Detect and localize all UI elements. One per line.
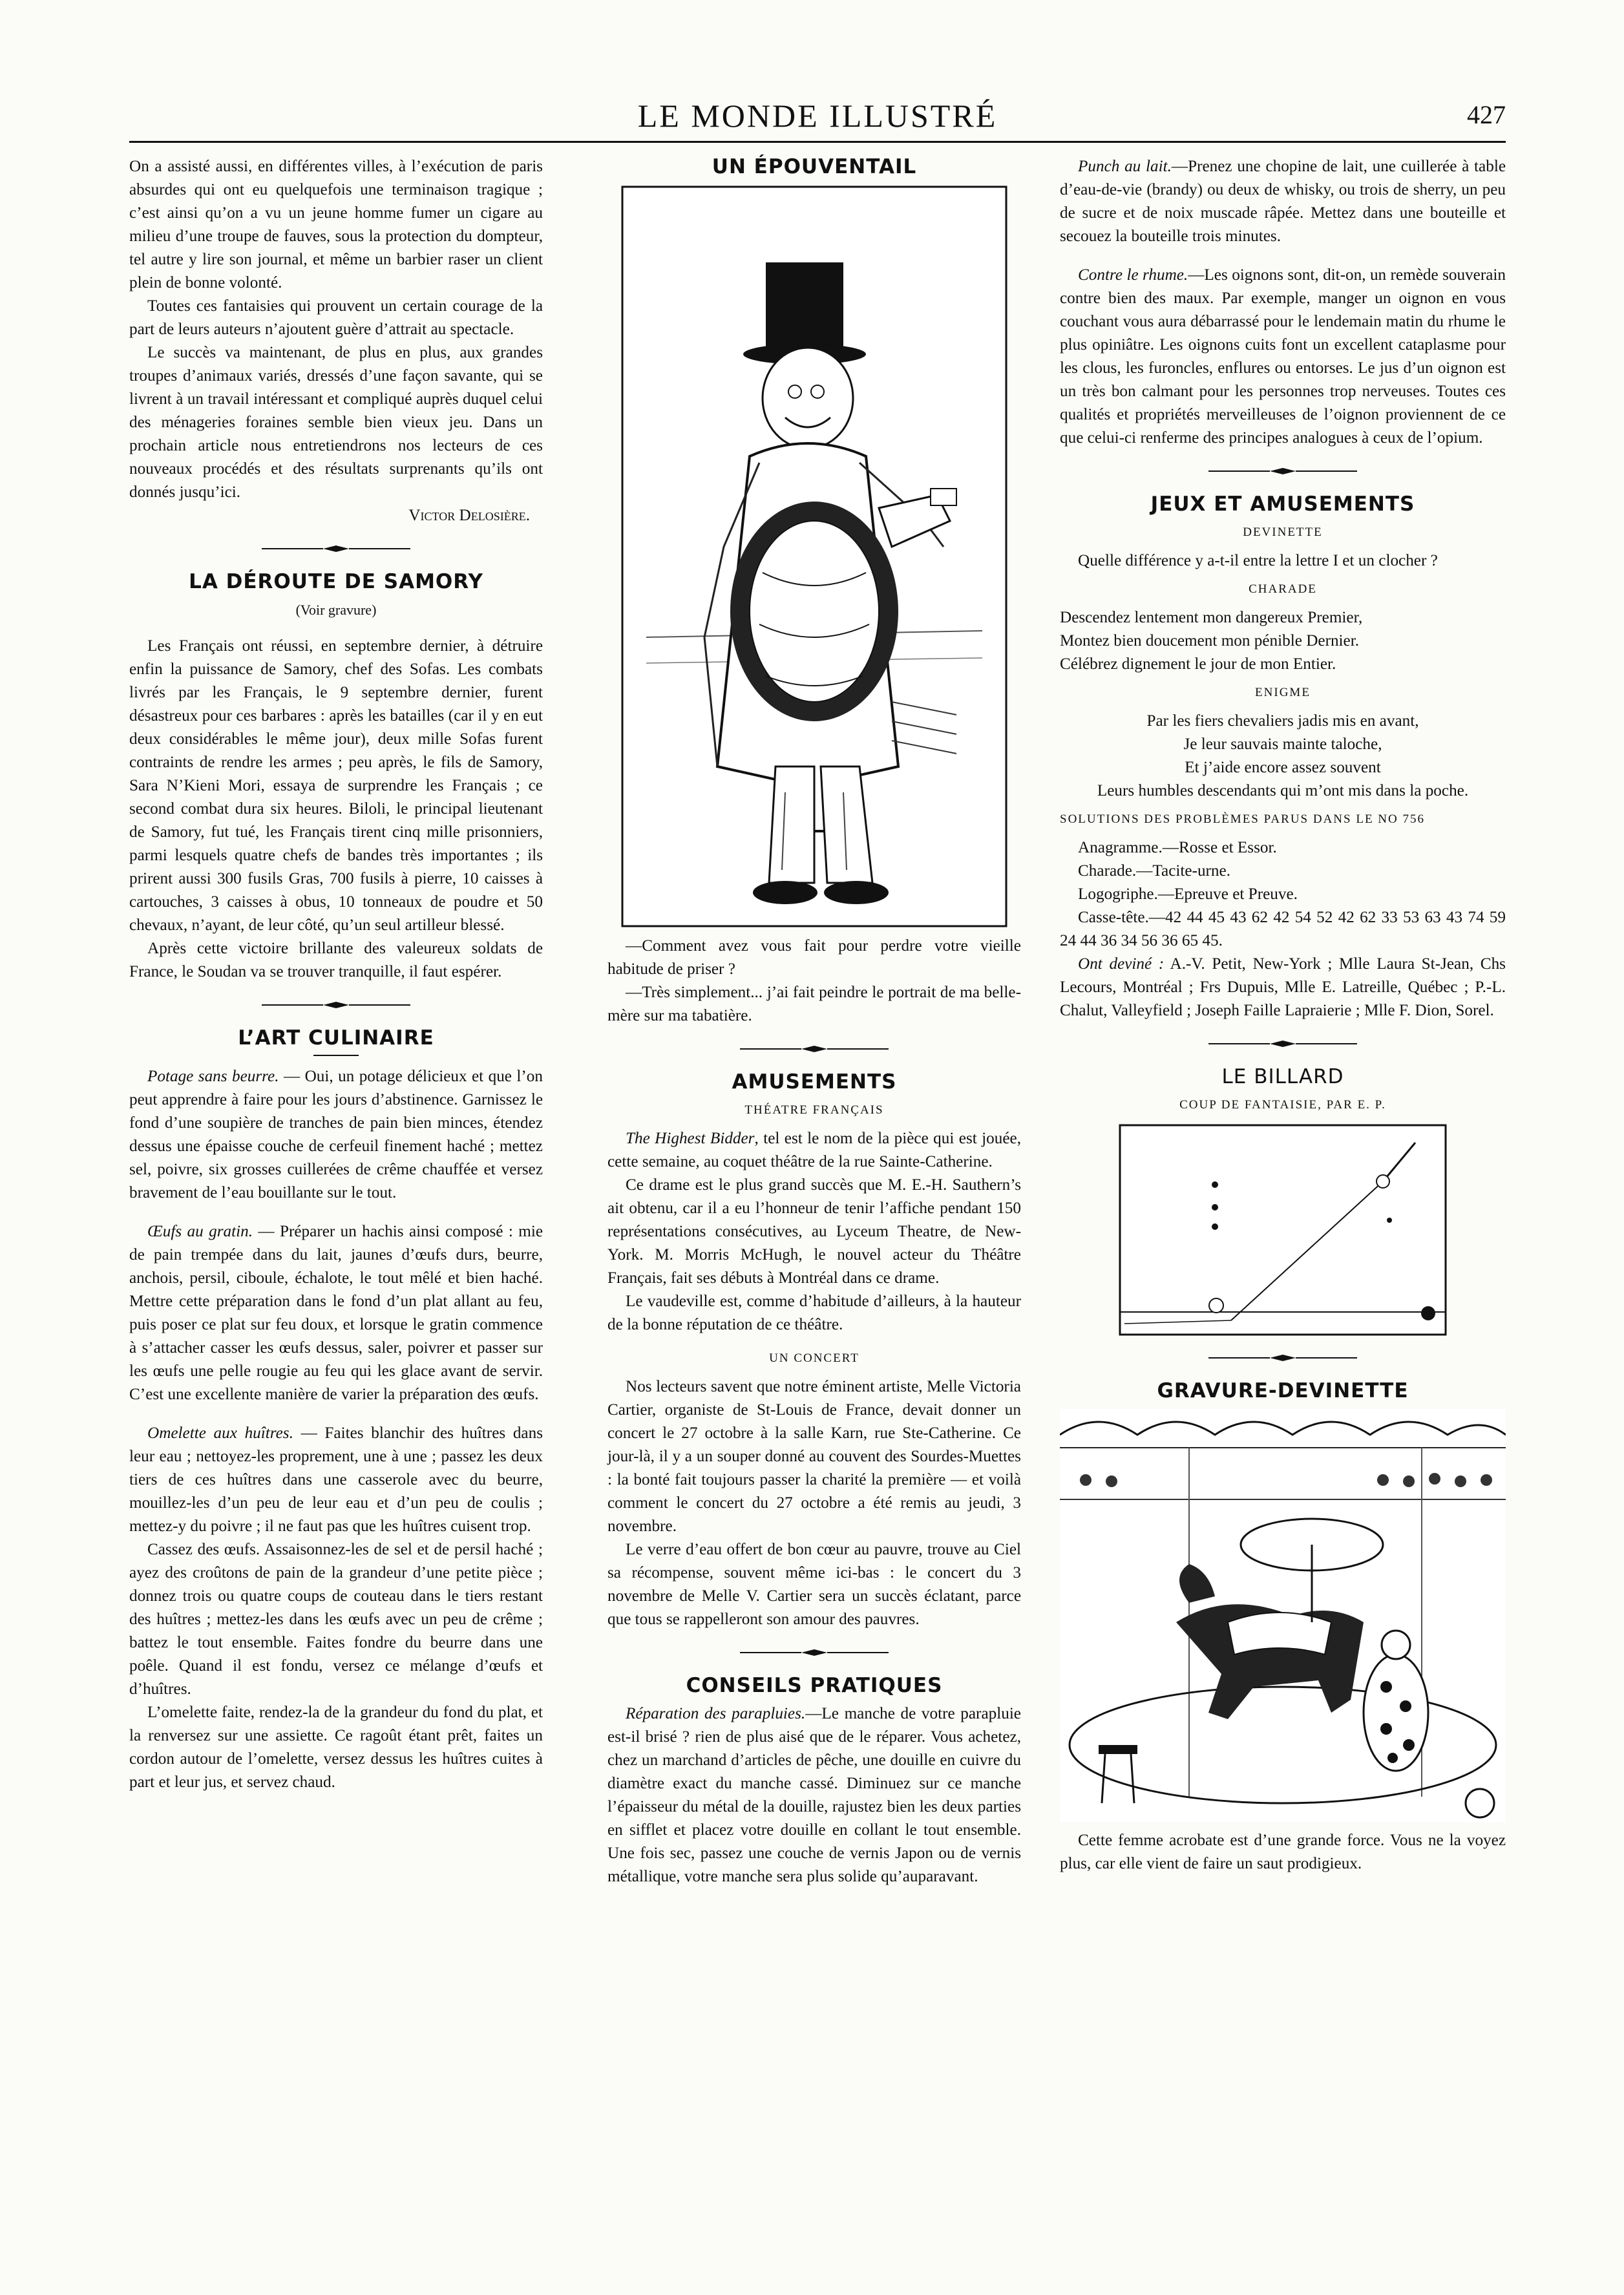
gravure-heading: GRAVURE-DEVINETTE [1157, 1379, 1409, 1402]
conseils-lead: Réparation des parapluies. [626, 1705, 806, 1722]
menagerie-paragraph-1: On a assisté aussi, en différentes villes, à l’exécution de paris absurdes qui ont eu quelquefois une terminaison tragique ; c’est ainsi qu’on a vu un jeune homme fumer un cigare au milieu d’une troupe de fauves, sous la protection du dompteur, tel autre y lire son journal, et même un barbier raser un client plein de bonne volonté. [129, 158, 543, 291]
omelette-lead: Omelette aux huîtres. [147, 1424, 293, 1442]
omelette-paragraph-2: Cassez des œufs. Assaisonnez-les de sel et de persil haché ; ayez des croûtons de pain de la grandeur d’une petite pièce ; donnez trois ou quatre coups de couteau dans le tiers restant des huîtres ; mettez-les dans les œufs avec un peu de crême ; battez le tout ensemble. Faites fondre du beurre dans une poêle. Quand il est fondu, versez ce mélange d’œufs et d’huîtres. [129, 1541, 543, 1698]
amusements-paragraph-2: Ce drame est le plus grand succès que M. E.-H. Sauthern’s ait obtenu, car il a eu l’honneur de tenir l’affiche pendant 150 représentations consécutives, au Lyceum Theatre, de New-York. M. Morris McHugh, le nouvel acteur du Théâtre Français, fait ses débuts à Montréal dans ce drame. [607, 1176, 1021, 1287]
separator-ornament [1208, 1039, 1357, 1048]
column-middle [607, 155, 1021, 1888]
menagerie-paragraph-2: Toutes ces fantaisies qui prouvent un certain courage de la part de leurs auteurs n’ajoutent guère d’attrait au spectacle. [129, 297, 543, 338]
enigme-verse [1060, 710, 1506, 803]
solution-logogriphe: Logogriphe.—Epreuve et Preuve. [1078, 885, 1298, 903]
concert-paragraph-1: Nos lecteurs savent que notre éminent artiste, Melle Victoria Cartier, organiste de St-Louis de France, devait donner un concert le 27 octobre à la salle Karn, rue Ste-Catherine. Ce jour-là, il y a un souper donné au couvent des Sourdes-Muettes : la bonté fait toujours passer la charité la première — et voilà comment le concert du 27 octobre a été remis au jeudi, 3 novembre. [607, 1378, 1021, 1535]
menagerie-paragraph-3: Le succès va maintenant, de plus en plus, aux grandes troupes d’animaux variés, dressés d’une façon savante, qui se livrent à un travail intéressant et compliqué auprès duquel celui des ménageries foraines semble bien vieux jeu. Dans un prochain article nous entretiendrons nos lecteurs de ces nouveaux procédés et des résultats surprenants qu’ils ont donnés jusqu’ici. [129, 344, 543, 501]
potage-lead: Potage sans beurre. [147, 1068, 279, 1085]
author-signature: Victor Delosière. [408, 507, 530, 524]
solution-charade: Charade.—Tacite-urne. [1078, 862, 1230, 880]
enigme-line-3: Et j’aide encore assez souvent [1185, 759, 1381, 776]
newspaper-title: LE MONDE ILLUSTRÉ [637, 98, 998, 134]
solvers-list: A.-V. Petit, New-York ; Mlle Laura St-Jean, Chs Lecours, Montréal ; Frs Dupuis, Mlle E. Latreille, Québec ; P.-L. Chalut, Valleyfield ; Joseph Faille Lapraierie ; Mlle F. Dion, Sorel. [1060, 955, 1506, 1019]
samory-paragraph-2: Après cette victoire brillante des valeureux soldats de France, le Soudan va se trouver tranquille, il faut espérer. [129, 940, 543, 980]
separator-ornament [740, 1648, 889, 1657]
epouventail-question: —Comment avez vous fait pour perdre votre vieille habitude de priser ? [607, 937, 1021, 978]
oeufs-text: — Préparer un hachis ainsi composé : mie de pain trempée dans du lait, jaunes d’œufs durs, beurre, anchois, persil, ciboule, échalote, le tout mêlé et bien haché. Mettre cette préparation dans le fond d’un plat allant au feu, puis poser ce plat sur feu doux, et lorsque le gratin commence à s’attacher casser les œufs dessus, saler, poivrer et passer sur les œufs une pelle rougie au feu qui les glace avant de servir. C’est une excellente manière de varier la préparation des œufs. [129, 1223, 543, 1403]
amusements-paragraph-3: Le vaudeville est, comme d’habitude d’ailleurs, à la hauteur de la bonne réputation de ce théâtre. [607, 1293, 1021, 1333]
solution-anagramme: Anagramme.—Rosse et Essor. [1078, 839, 1277, 856]
punch-lead: Punch au lait. [1078, 158, 1172, 175]
enigme-label: ENIGME [1255, 686, 1311, 699]
column-left [129, 155, 543, 1794]
separator-ornament [1208, 1353, 1357, 1362]
billard-heading: LE BILLARD [1221, 1065, 1344, 1088]
billiard-diagram [1118, 1123, 1448, 1337]
potage-text: — Oui, un potage délicieux et que l’on peut apprendre à faire pour les jours d’abstinence. Garnissez le fond d’une soupière de tranches de pain bien minces, étendez dessus une épaisse couche de cerfeuil finement haché ; mettez sel, poivre, six grosses cuillerées de crême chauffée et versez bravement de l’eau bouillante sur le tout. [129, 1068, 543, 1201]
caricature-illustration [620, 185, 1008, 928]
enigme-line-1: Par les fiers chevaliers jadis mis en avant, [1146, 712, 1419, 730]
charade-label: CHARADE [1249, 582, 1317, 596]
devinette-label: DEVINETTE [1243, 525, 1323, 539]
solutions-label: SOLUTIONS DES PROBLÈMES PARUS DANS LE NO 756 [1060, 812, 1426, 826]
masthead [129, 97, 1506, 136]
charade-line-1: Descendez lentement mon dangereux Premier, [1060, 609, 1363, 626]
omelette-paragraph-3: L’omelette faite, rendez-la de la grandeur du fond du plat, et la renversez sur une assiette. Ce ragoût étant prêt, faites un cordon autour de l’omelette, versez dessus les huîtres cuites à part et leur jus, et servez chaud. [129, 1704, 543, 1791]
enigme-line-4: Leurs humbles descendants qui m’ont mis dans la poche. [1097, 782, 1469, 799]
page-number: 427 [1467, 100, 1506, 129]
separator-ornament [262, 1000, 410, 1010]
heading-underline [313, 1055, 359, 1056]
enigme-line-2: Je leur sauvais mainte taloche, [1183, 735, 1382, 753]
epouventail-heading: UN ÉPOUVENTAIL [712, 155, 917, 178]
gravure-caption: Cette femme acrobate est d’une grande force. Vous ne la voyez plus, car elle vient de faire un saut prodigieux. [1060, 1832, 1506, 1872]
amusements-paragraph-1: , tel est le nom de la pièce qui est jouée, cette semaine, au coquet théâtre de la rue Sainte-Catherine. [607, 1130, 1021, 1170]
conseils-heading: CONSEILS PRATIQUES [686, 1674, 943, 1697]
separator-ornament [1208, 467, 1357, 476]
solvers-lead: Ont deviné : [1078, 955, 1165, 973]
culinaire-heading: L’ART CULINAIRE [238, 1026, 434, 1050]
theatre-label: THÉATRE FRANÇAIS [744, 1103, 884, 1117]
billard-subheading: COUP DE FANTAISIE, PAR E. P. [1179, 1098, 1386, 1112]
concert-label: UN CONCERT [769, 1351, 859, 1365]
separator-ornament [740, 1044, 889, 1053]
header-rule [129, 141, 1506, 143]
punch-text: —Prenez une chopine de lait, une cuillerée à table d’eau-de-vie (brandy) ou deux de whisky, ou trois de sherry, un peu de sucre et de noix muscade râpée. Mettez dans une bouteille et secouez la bouteille trois minutes. [1060, 158, 1506, 245]
charade-line-3: Célébrez dignement le jour de mon Entier. [1060, 655, 1336, 673]
play-title: The Highest Bidder [626, 1130, 755, 1147]
solution-casse-tete: Casse-tête.—42 44 45 43 62 42 54 52 42 62 33 53 63 43 74 59 24 44 36 34 56 36 65 45. [1060, 909, 1506, 949]
devinette-text: Quelle différence y a-t-il entre la lettre I et un clocher ? [1078, 552, 1438, 569]
samory-subheading: (Voir gravure) [295, 602, 377, 618]
separator-ornament [262, 544, 410, 553]
samory-heading: LA DÉROUTE DE SAMORY [189, 570, 483, 593]
charade-line-2: Montez bien doucement mon pénible Dernier. [1060, 632, 1360, 650]
charade-verse [1060, 606, 1506, 676]
oeufs-lead: Œufs au gratin. [147, 1223, 253, 1240]
omelette-text: — Faites blanchir des huîtres dans leur eau ; nettoyez-les proprement, une à une ; passez les deux tiers de ces huîtres dans une casserole avec du beurre, mouillez-les d’un peu de leur eau et d’un peu de coulis ; mettez-y du poivre ; il ne faut pas que les huîtres cuisent trop. [129, 1424, 543, 1535]
circus-puzzle-illustration [1060, 1409, 1506, 1823]
rhume-lead: Contre le rhume. [1078, 266, 1188, 284]
rhume-text: —Les oignons sont, dit-on, un remède souverain contre bien des maux. Par exemple, manger un oignon en vous couchant vous aura débarrassé pour le lendemain matin du rhume le plus opiniâtre. Les oignons cuits font un excellent cataplasme pour les clous, les furoncles, enflures ou entorses. Le jus d’un oignon est un très bon calmant pour les personnes trop nerveuses. Toutes ces qualités et propriétés merveilleuses de l’oignon proviennent de ce que celui-ci renferme des principes analogues à ceux de l’opium. [1060, 266, 1506, 447]
jeux-heading: JEUX ET AMUSEMENTS [1150, 492, 1415, 516]
samory-paragraph-1: Les Français ont réussi, en septembre dernier, à détruire enfin la puissance de Samory, chef des Sofas. Les combats livrés par les Français, le 9 septembre dernier, furent désastreux pour ces barbares : après les batailles (car il y en eut deux considérables le même jour), deux mille Sofas furent contraints de rendre les armes ; peu après, le fils de Samory, Sara N’Kieni Mori, essaya de surprendre les Français ; ce second combat dura six heures. Biloli, le principal lieutenant de Samory, fut tué, les Français tirent cinq mille prisonniers, parmi lesquels quatre chefs de bandes très importantes ; ils prirent aussi 300 fusils Gras, 700 fusils à pierre, 10 caisses à cartouches, 3 caisses à obus, 10 tonneaux de poudre et 50 chevaux, n’ayant, de leur côté, qu’un seul artilleur blessé. [129, 637, 543, 934]
conseils-text: —Le manche de votre parapluie est-il brisé ? rien de plus aisé que de le réparer. Vous achetez, chez un marchand d’articles de pêche, une douille en cuivre du diamètre exact du manche cassé. Diminuez sur ce manche l’épaisseur du métal de la douille, rajustez bien les deux parties en sifflet et placez votre douille en collant le tout ensemble. Une fois sec, passez une couche de vernis Japon ou de vernis métallique, votre manche sera plus solide qu’auparavant. [607, 1705, 1021, 1885]
amusements-heading: AMUSEMENTS [732, 1070, 897, 1094]
epouventail-answer: —Très simplement... j’ai fait peindre le portrait de ma belle-mère sur ma tabatière. [607, 984, 1021, 1024]
column-right [1060, 155, 1506, 1876]
concert-paragraph-2: Le verre d’eau offert de bon cœur au pauvre, trouve au Ciel sa récompense, souvent même ici-bas : le concert du 3 novembre de Melle V. Cartier sera un succès éclatant, parce que tous se rappelleront son amour des pauvres. [607, 1541, 1021, 1628]
